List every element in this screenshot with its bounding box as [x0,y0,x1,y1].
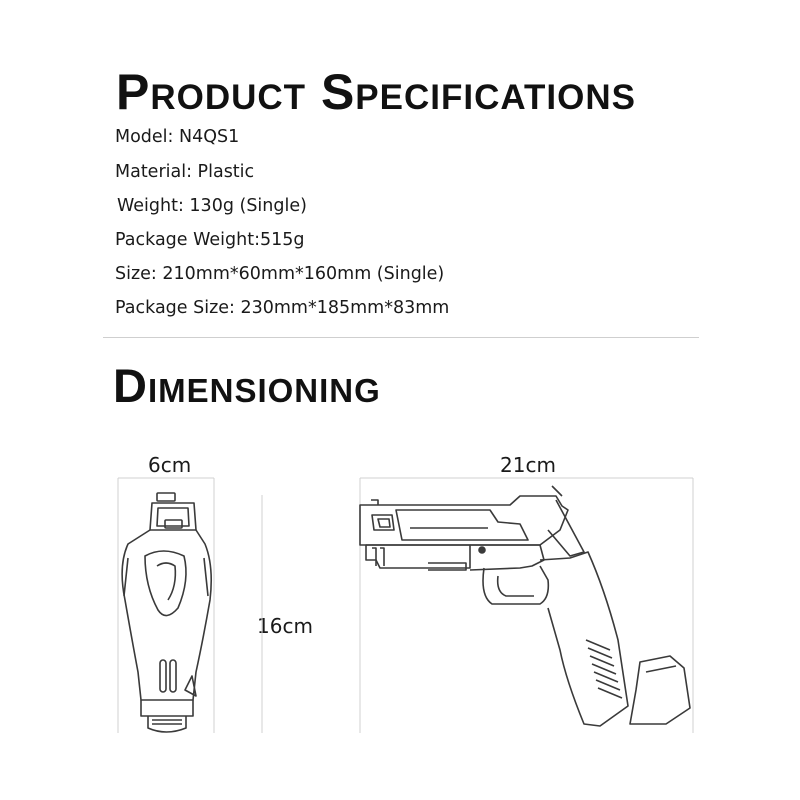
spec-material: Material: Plastic [115,162,255,182]
spec-package-size: Package Size: 230mm*185mm*83mm [115,298,450,318]
front-view-drawing [122,493,211,732]
spec-model: Model: N4QS1 [115,127,240,147]
spec-package-weight: Package Weight:515g [115,230,305,250]
spec-heading: Product Specifications [116,64,636,120]
spec-weight: Weight: 130g (Single) [117,196,307,216]
side-view-drawing [360,486,690,726]
dimension-guides [118,478,693,733]
front-width-label: 6cm [148,453,192,477]
dimensioning-heading: Dimensioning [113,359,381,412]
spec-size: Size: 210mm*60mm*160mm (Single) [115,264,445,284]
side-length-label: 21cm [500,453,556,477]
front-height-label: 16cm [257,614,313,638]
